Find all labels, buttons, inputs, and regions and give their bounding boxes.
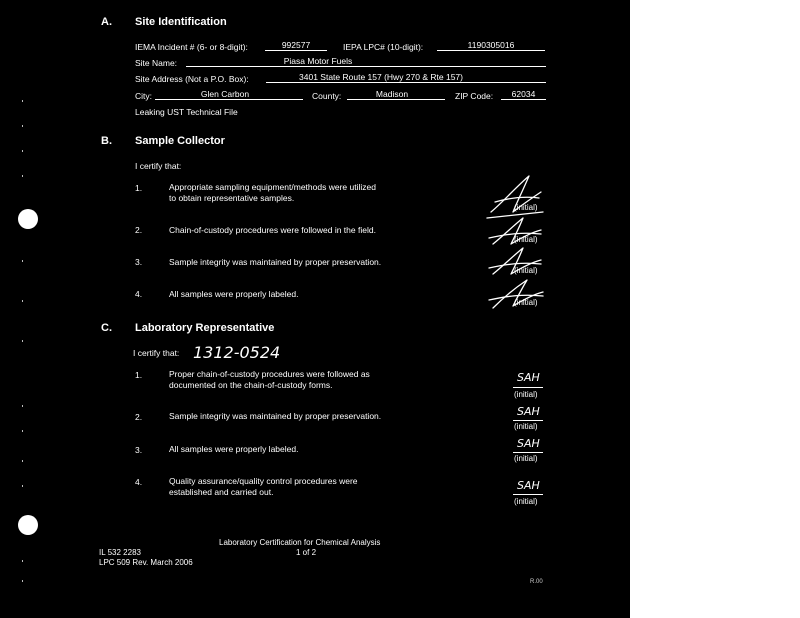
collector-item-4-number: 4. (135, 289, 143, 299)
site-name-label: Site Name: (135, 58, 178, 68)
collector-item-1-text-line1: Appropriate sampling equipment/methods were utilized (169, 182, 376, 192)
collector-item-2-text: Chain-of-custody procedures were followed in the field. (169, 225, 376, 235)
collector-signature-1 (487, 176, 543, 218)
collector-item-3-text: Sample integrity was maintained by proper preservation. (169, 257, 382, 267)
lab-item-1-initial-line (513, 387, 543, 388)
zip-value: 62034 (511, 89, 536, 99)
lab-item-3-text: All samples were properly labeled. (169, 444, 299, 454)
collector-signature-3 (489, 248, 541, 274)
lab-item-1-text-line2: documented on the chain-of-custody forms. (169, 380, 333, 390)
city-value: Glen Carbon (200, 89, 250, 99)
section-a-letter: A. (101, 16, 112, 28)
punch-hole-top (18, 209, 38, 229)
lab-item-1-initial-label: (initial) (514, 390, 538, 399)
county-underline (347, 99, 445, 100)
lab-item-3-number: 3. (135, 445, 143, 455)
lab-certify-text: I certify that: (133, 348, 180, 358)
footer-mark: R.00 (530, 579, 543, 585)
punch-hole-bottom (18, 515, 38, 535)
collector-signatures (483, 172, 553, 312)
collector-item-4-initial-label: (initial) (514, 298, 538, 307)
collector-item-1-number: 1. (135, 183, 143, 193)
site-address-underline (266, 82, 546, 83)
section-a-title: Site Identification (135, 16, 227, 28)
lab-item-3-initial-label: (initial) (514, 454, 538, 463)
county-label: County: (312, 91, 342, 101)
lab-item-3-initials: SAH (517, 437, 540, 450)
section-c-title: Laboratory Representative (135, 322, 275, 334)
collector-item-3-number: 3. (135, 257, 143, 267)
site-address-label: Site Address (Not a P.O. Box): (135, 74, 249, 84)
lab-handwritten-id: 1312-0524 (193, 343, 281, 362)
collector-signature-2 (489, 218, 541, 244)
collector-signature-4 (489, 280, 543, 308)
site-name-value: Piasa Motor Fuels (283, 56, 353, 66)
lab-item-1-number: 1. (135, 370, 143, 380)
lpc-label: IEPA LPC# (10-digit): (343, 42, 424, 52)
section-c-letter: C. (101, 322, 112, 334)
lab-item-2-number: 2. (135, 412, 143, 422)
collector-item-1-text-line2: to obtain representative samples. (169, 193, 295, 203)
footer-page-number: 1 of 2 (296, 548, 317, 557)
collector-item-4-text: All samples were properly labeled. (169, 289, 299, 299)
technical-file-label: Leaking UST Technical File (135, 107, 238, 117)
lab-item-4-text-line1: Quality assurance/quality control procedures were (169, 476, 358, 486)
lab-item-1-initials: SAH (517, 371, 540, 384)
zip-underline (501, 99, 546, 100)
city-underline (155, 99, 303, 100)
lpc-underline (437, 50, 545, 51)
footer-document-title: Laboratory Certification for Chemical Analysis (219, 538, 381, 547)
lab-item-4-number: 4. (135, 477, 143, 487)
incident-underline (265, 50, 327, 51)
collector-item-2-number: 2. (135, 225, 143, 235)
county-value: Madison (375, 89, 409, 99)
lab-item-4-initial-line (513, 494, 543, 495)
lab-item-2-initial-line (513, 420, 543, 421)
lpc-value: 1190305016 (467, 40, 515, 50)
lab-item-2-initial-label: (initial) (514, 422, 538, 431)
collector-item-3-initial-label: (initial) (514, 266, 538, 275)
city-label: City: (135, 91, 152, 101)
section-b-letter: B. (101, 135, 112, 147)
lab-item-2-initials: SAH (517, 405, 540, 418)
lab-item-3-initial-line (513, 452, 543, 453)
zip-label: ZIP Code: (455, 91, 494, 101)
incident-label: IEMA Incident # (6- or 8-digit): (135, 42, 248, 52)
lab-item-2-text: Sample integrity was maintained by proper preservation. (169, 411, 382, 421)
collector-certify-text: I certify that: (135, 161, 182, 171)
lab-item-1-text-line1: Proper chain-of-custody procedures were followed as (169, 369, 370, 379)
footer-form-revision: LPC 509 Rev. March 2006 (99, 558, 193, 567)
footer-form-id: IL 532 2283 (99, 548, 141, 557)
collector-item-2-initial-label: (initial) (514, 235, 538, 244)
lab-item-4-text-line2: established and carried out. (169, 487, 274, 497)
lab-item-4-initial-label: (initial) (514, 497, 538, 506)
collector-item-1-initial-label: (initial) (514, 203, 538, 212)
incident-value: 992577 (281, 40, 311, 50)
site-address-value: 3401 State Route 157 (Hwy 270 & Rte 157) (299, 72, 463, 82)
lab-item-4-initials: SAH (517, 479, 540, 492)
section-b-title: Sample Collector (135, 135, 225, 147)
site-name-underline (186, 66, 546, 67)
